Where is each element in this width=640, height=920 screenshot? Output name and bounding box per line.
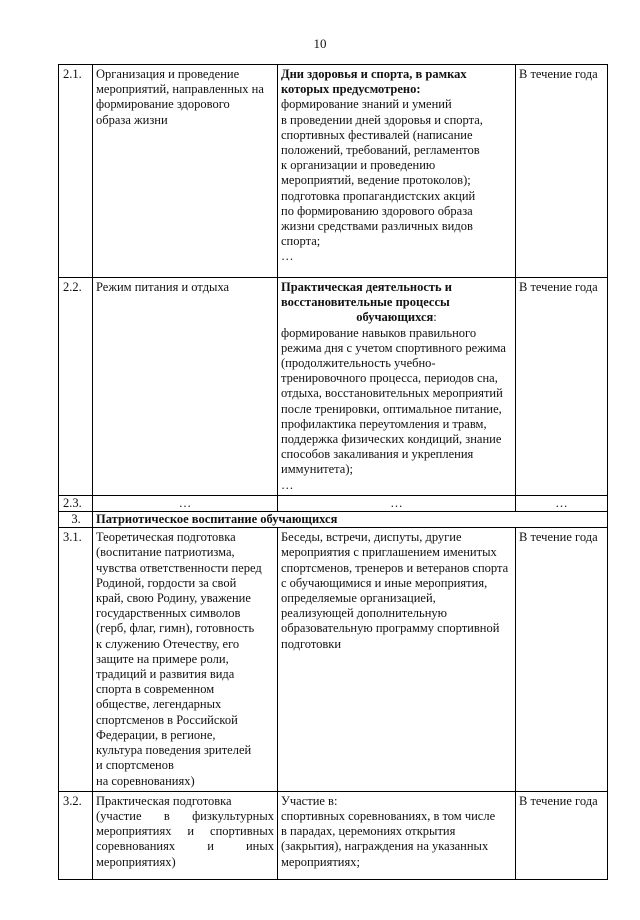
activity-line: (герб, флаг, гимн), готовность (96, 621, 255, 636)
activity-line: на соревнованиях) (96, 773, 195, 788)
activity-word: и (207, 839, 214, 854)
activity-line: культура поведения зрителей (96, 743, 252, 758)
content-line: способов закаливания и укрепления (281, 447, 474, 462)
activity-line: Организация и проведение (96, 67, 240, 81)
activity-word: соревнованиях (96, 839, 176, 854)
section-title: Патриотическое воспитание обучающихся (93, 512, 608, 528)
activity-line: образа жизни (96, 112, 168, 127)
content-line: спортивных фестивалей (написание (281, 127, 473, 142)
row-number: 2.1. (59, 65, 93, 278)
activity-line: мероприятий, направленных на (96, 82, 264, 97)
activity-line: спортсменов в Российской (96, 712, 238, 727)
activity-line: Теоретическая подготовка (96, 530, 236, 545)
activity-cell (93, 791, 278, 879)
activity-word: спортивных (210, 824, 274, 839)
content-line: спортивных соревнованиях, в том числе (281, 808, 496, 823)
activity-line: спорта в современном (96, 682, 215, 697)
activity-line (96, 809, 274, 824)
activity-word: (участие (96, 808, 142, 823)
activity-word: мероприятиях (96, 824, 172, 839)
row-number: 2.2. (59, 278, 93, 496)
activity-line: и спортсменов (96, 758, 174, 773)
activity-line: защите на примере роли, (96, 651, 229, 666)
activity-line: (воспитание патриотизма, (96, 545, 235, 560)
activity-word: и (187, 824, 195, 839)
activity-line: традиций и развития вида (96, 667, 235, 682)
content-cell: … (278, 495, 516, 511)
content-cell (278, 791, 516, 879)
content-line: подготовка пропагандистских акций (281, 188, 476, 203)
content-line: режима дня с учетом спортивного режима (281, 340, 506, 355)
content-cell (278, 278, 516, 496)
content-line: образовательную программу спортивной (281, 621, 500, 636)
content-line: иммунитета); (281, 462, 353, 477)
table-row-3-1 (59, 528, 608, 791)
content-line: после тренировки, оптимальное питание, (281, 401, 502, 416)
table-row-2-3 (59, 495, 608, 511)
content-line: спортсменов, тренеров и ветеранов спорта (281, 560, 509, 575)
content-heading-line (281, 310, 512, 325)
content-line: мероприятия с приглашением именитых (281, 545, 497, 560)
content-line: спорта; (281, 234, 321, 249)
content-line: в парадах, церемониях открытия (281, 824, 456, 839)
activity-cell: … (93, 495, 278, 511)
content-line: реализующей дополнительную (281, 606, 448, 621)
content-cell (278, 528, 516, 791)
content-line: к организации и проведению (281, 158, 436, 173)
content-cell (278, 65, 516, 278)
content-line: отдыха, восстановительных мероприятий (281, 386, 503, 401)
activity-line: чувства ответственности перед (96, 560, 262, 575)
content-line: мероприятий, ведение протоколов); (281, 173, 471, 188)
content-line: формирование знаний и умений (281, 97, 452, 112)
activity-cell (93, 278, 278, 496)
page-number: 10 (313, 36, 327, 51)
row-number: 3.2. (59, 791, 93, 879)
content-line: подготовки (281, 636, 342, 651)
activity-line (96, 839, 274, 854)
activity-line: формирование здорового (96, 97, 230, 112)
content-line: … (281, 249, 294, 264)
content-line: (продолжительность учебно- (281, 356, 436, 371)
activity-word: иных (245, 839, 274, 854)
content-line: профилактика переутомления и травм, (281, 416, 487, 431)
section-number: 3. (59, 512, 93, 528)
table-row-3-2 (59, 791, 608, 879)
content-line: мероприятиях; (281, 854, 360, 869)
activity-line: обществе, легендарных (96, 697, 222, 712)
term-cell: … (516, 495, 608, 511)
content-line: по формированию здорового образа (281, 203, 473, 218)
row-number: 2.3. (59, 495, 93, 511)
content-line: (закрытия), награждения на указанных (281, 839, 489, 854)
content-heading: восстановительные процессы (281, 295, 450, 310)
content-line: в проведении дней здоровья и спорта, (281, 112, 483, 127)
activity-line: к служению Отечеству, его (96, 636, 240, 651)
table-row-2-2 (59, 278, 608, 496)
activity-line: Практическая подготовка (96, 793, 232, 808)
activity-cell (93, 528, 278, 791)
content-line: Беседы, встречи, диспуты, другие (281, 530, 462, 545)
content-line: с обучающимися и иные мероприятия, (281, 575, 488, 590)
term-cell: В течение года (516, 528, 608, 791)
content-line: … (281, 477, 294, 492)
activity-line: Режим питания и отдыха (96, 280, 230, 294)
activity-word: в (163, 808, 170, 823)
activity-word: физкультурных (192, 808, 274, 823)
content-heading: Практическая деятельность и (281, 280, 452, 294)
activity-line: мероприятиях) (96, 854, 176, 869)
section-row-3 (59, 512, 608, 528)
term-cell: В течение года (516, 278, 608, 496)
content-line: поддержка физических кондиций, знание (281, 432, 502, 447)
content-heading-suffix: : (433, 310, 437, 325)
table-row-2-1 (59, 65, 608, 278)
content-line: положений, требований, регламентов (281, 143, 480, 158)
term-cell: В течение года (516, 791, 608, 879)
activity-line: Федерации, в регионе, (96, 727, 216, 742)
row-number: 3.1. (59, 528, 93, 791)
term-cell: В течение года (516, 65, 608, 278)
activity-line: Родиной, гордости за свой (96, 575, 237, 590)
content-line: жизни средствами различных видов (281, 219, 473, 234)
education-plan-table (58, 64, 608, 880)
content-line: Участие в: (281, 793, 338, 808)
activity-cell (93, 65, 278, 278)
content-heading: обучающихся (356, 310, 434, 325)
content-heading: которых предусмотрено: (281, 82, 421, 97)
content-heading: Дни здоровья и спорта, в рамках (281, 67, 467, 81)
activity-line: край, свою Родину, уважение (96, 591, 251, 606)
content-line: формирование навыков правильного (281, 325, 477, 340)
content-line: определяемые организацией, (281, 591, 436, 606)
content-line: тренировочного процесса, периодов сна, (281, 371, 498, 386)
activity-line: государственных символов (96, 606, 241, 621)
activity-line (96, 824, 274, 839)
